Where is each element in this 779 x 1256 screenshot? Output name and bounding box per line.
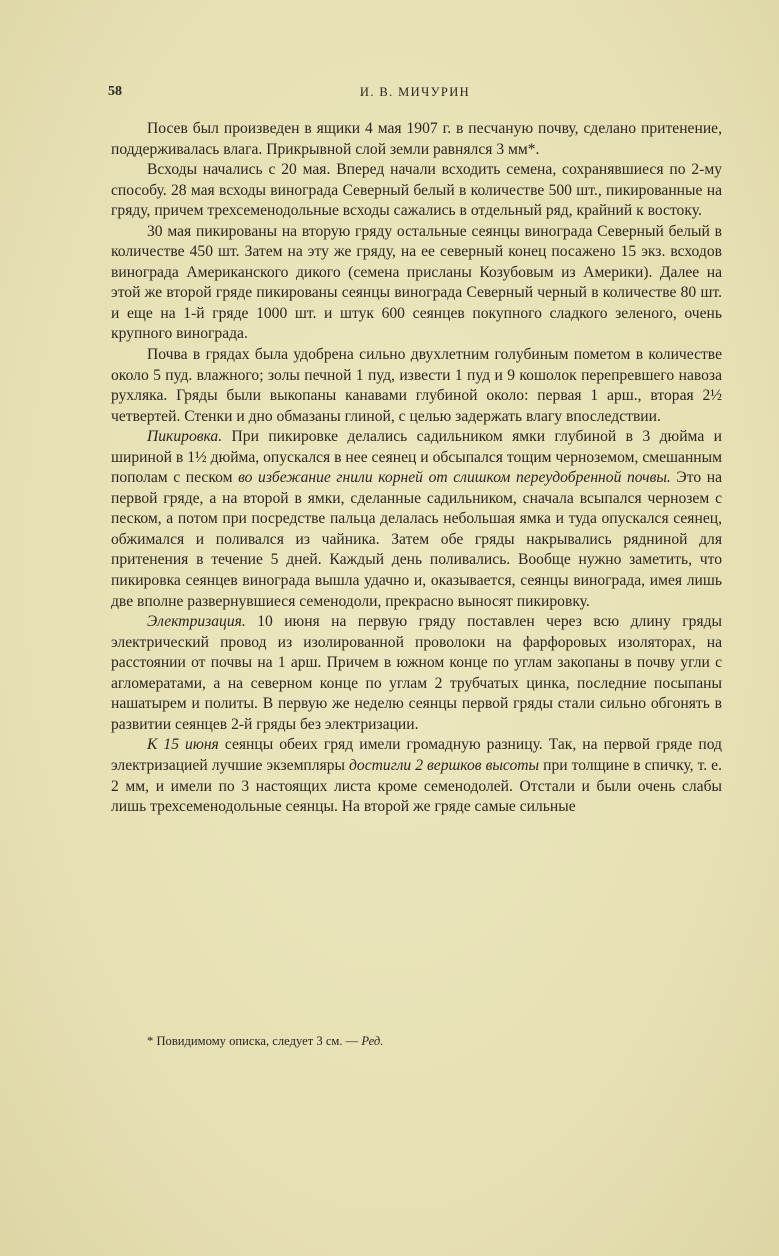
emphasis-text: достигли 2 вершков высоты <box>349 756 540 774</box>
page-header <box>108 84 722 104</box>
paragraph-text: 10 июня на первую гряду поставлен через всю длину гряды электрический провод из изолированной проволоки на фарфоровых изоляторах, на расстоянии от почвы на 1 арш. Причем в южном конце по углам закопаны в почву угли с агломератами, а на северном конце по углам 2 трубчатых цинка, последние посыпаны нашатырем и политы. В первую же неделю сеянцы первой гряды стали сильно обгонять в развитии сеянцев 2-й гряды без электризации. <box>111 613 722 733</box>
page-number: 58 <box>108 84 122 99</box>
paragraph-text: 30 мая пикированы на вторую гряду остальные сеянцы винограда Северный белый в количестве 450 шт. Затем на эту же гряду, на ее северный конец посажено 15 экз. всходов винограда Американского дикого (семена присланы Козубовым из Америки). Далее на этой же второй гряде пикированы сеянцы винограда Северный черный в количестве 80 шт. и еще на 1-й гряде 1000 шт. и штук 600 сеянцев покупного сладкого зеленого, очень крупного винограда. <box>111 222 722 343</box>
emphasis-text: во избежание гнили корней от слишком переудобренной почвы. <box>238 469 671 487</box>
paragraph-text: Почва в грядах была удобрена сильно двухлетним голубиным пометом в количестве около 5 пуд. влажного; золы печной 1 пуд, извести 1 пуд и 9 кошолок перепревшего навоза рухляка. Гряды были выкопаны канавами глубиной около: первая 1 арш., вторая 2½ четвертей. Стенки и дно обмазаны глиной, с целью задержать влагу впоследствии. <box>111 346 722 425</box>
paragraph-1 <box>111 119 722 160</box>
paragraph-text: При пикировке делались садильником ямки глубиной в 3 дюйма и шириной в 1½ дюйма, опускался в нее сеянец и обсыпался тощим черноземом, смешанным пополам с песком <box>111 428 722 487</box>
paragraph-elektrizatsiya <box>111 612 722 735</box>
paragraph-text-tail: Это на первой гряде, а на второй в ямки, сделанные садильником, сначала всыпался чернозем с песком, а потом при посредстве пальца делалась небольшая ямка и туда опускался сеянец, обжимался и поливался из чайника. Затем обе гряды накрывались рядниной для притенения в течение 5 дней. Каждый день поливались. Вообще нужно заметить, что пикировка сеянцев винограда вышла удачно и, оказывается, сеянцы винограда, имея лишь две вполне развернувшиеся семенодоли, прекрасно выносят пикировку. <box>111 469 722 610</box>
paragraph-text: Посев был произведен в ящики 4 мая 1907 г. в песчаную почву, сделано притенение, поддерживалась влага. Прикрывной слой земли равнялся 3 мм*. <box>111 120 722 158</box>
paragraph-text: сеянцы обеих гряд имели громадную разницу. Так, на первой гряде под электризацией лучшие экземпляры <box>111 736 722 774</box>
footnote <box>147 1034 383 1049</box>
body-text <box>111 119 722 818</box>
paragraph-text: Всходы начались с 20 мая. Вперед начали всходить семена, сохранявшиеся по 2-му способу. 28 мая всходы винограда Северный белый в количестве 500 шт., пикированные на гряду, причем трехсеменодольные всходы сажались в отдельный ряд, крайний к востоку. <box>111 161 722 220</box>
section-lead-pikirovka: Пикировка. <box>147 428 223 446</box>
section-lead-elektrizatsiya: Электризация. <box>147 613 246 631</box>
paragraph-2 <box>111 160 722 222</box>
footnote-editor: Ред. <box>361 1034 384 1048</box>
running-title: И. В. МИЧУРИН <box>359 85 471 99</box>
paragraph-pikirovka <box>111 427 722 612</box>
paragraph-3 <box>111 222 722 345</box>
paragraph-text-tail: при толщине в спичку, т. е. 2 мм, и имели по 3 настоящих листа кроме семенодолей. Отстали и были очень слабы лишь трехсеменодольные сеянцы. На второй же гряде самые сильные <box>111 756 722 816</box>
paragraph-4 <box>111 345 722 427</box>
section-lead-date: К 15 июня <box>147 736 219 754</box>
paragraph-15-june <box>111 735 722 817</box>
footnote-text: * Повидимому описка, следует 3 см. — <box>147 1034 362 1048</box>
